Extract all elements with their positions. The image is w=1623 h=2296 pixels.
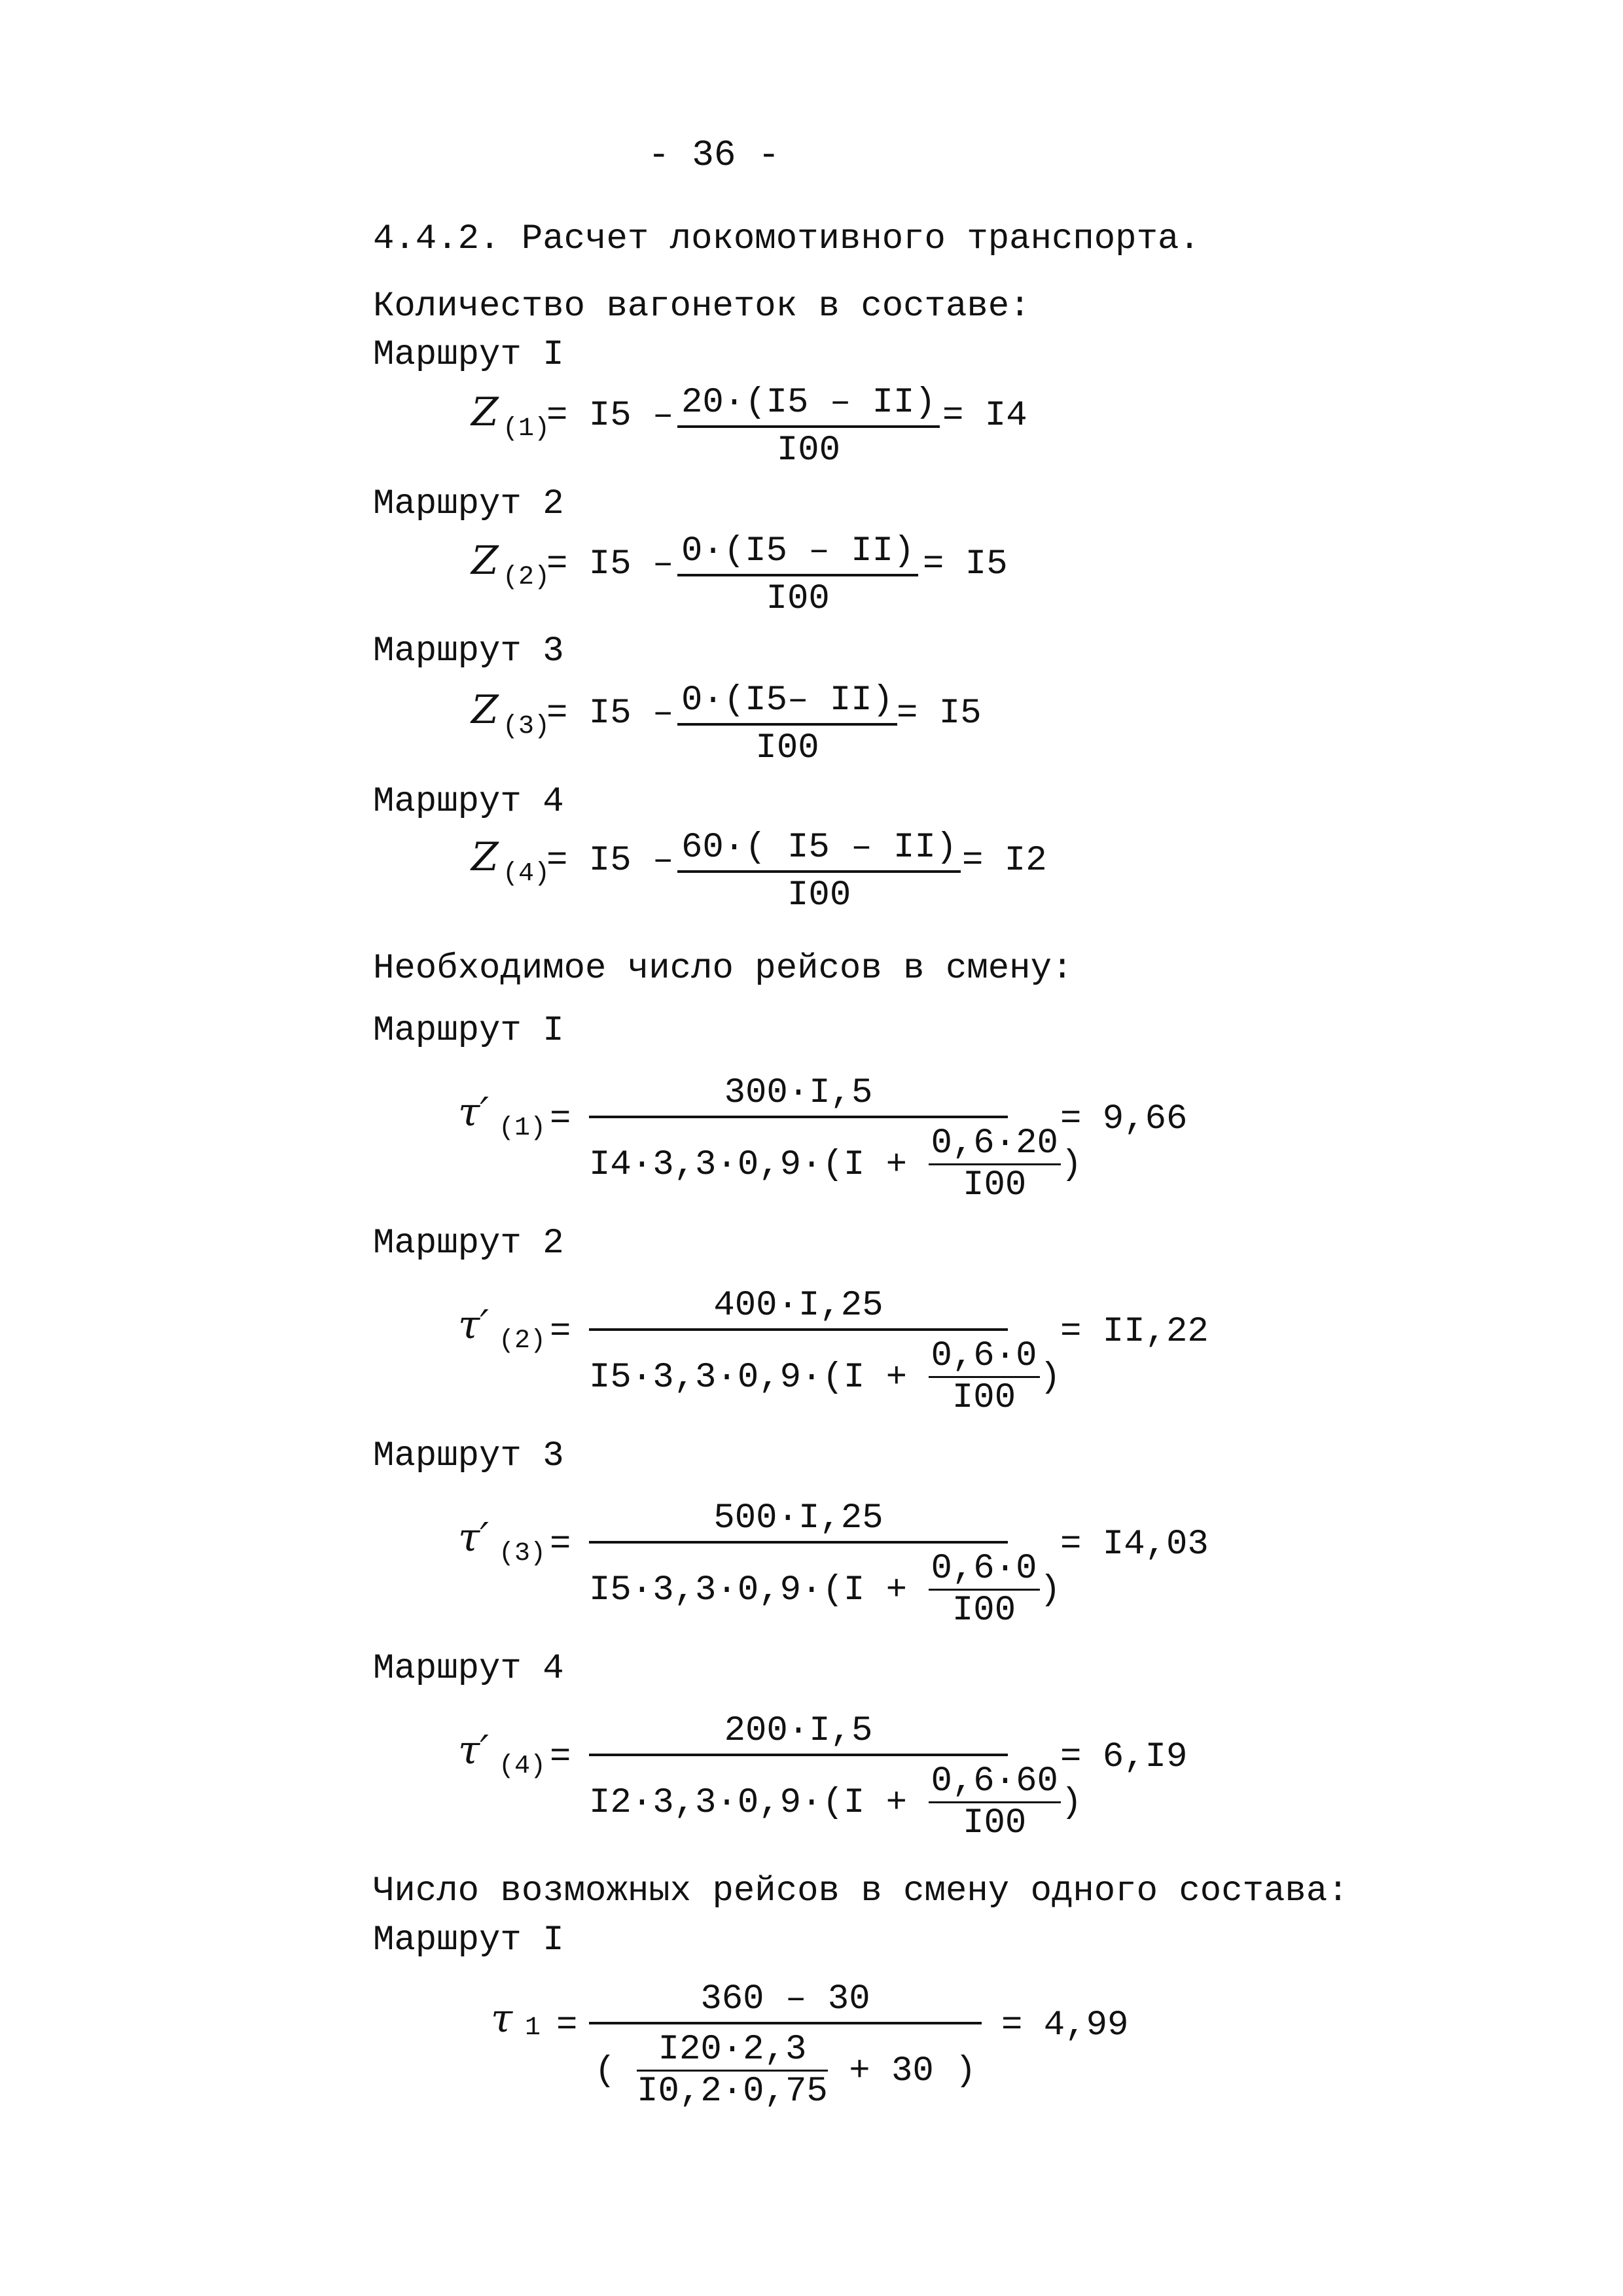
inner-denominator: I00 (952, 1378, 1016, 1418)
formula-result: = 6,I9 (1060, 1737, 1188, 1777)
formula-symbol: Z (471, 834, 499, 880)
route-label: Маршрут 3 (373, 1436, 564, 1476)
formula-subscript: (4) (503, 859, 550, 889)
fraction-numerator: 300·I,5 (724, 1073, 873, 1113)
denominator-lead: I5·3,3·0,9·(I + (589, 1357, 908, 1398)
formula-base: = I5 – (546, 694, 674, 733)
inner-denominator: I0,2·0,75 (637, 2072, 828, 2111)
inner-numerator: 0,6·0 (929, 1549, 1040, 1591)
route-label: Маршрут 3 (373, 631, 564, 671)
fraction-numerator: 20·(I5 – II) (681, 383, 936, 423)
wagons-heading: Количество вагонеток в составе: (373, 287, 1031, 327)
formula-equals: = (556, 2005, 578, 2045)
denominator-lead: I2·3,3·0,9·(I + (589, 1782, 908, 1823)
fraction-numerator: 60·( I5 – II) (681, 828, 957, 868)
formula-subscript: (1) (499, 1114, 546, 1143)
denominator-tail: + 30 ) (849, 2051, 976, 2091)
formula-result: = I2 (962, 841, 1047, 881)
formula-symbol: Z (471, 538, 499, 584)
formula-equals: = (550, 1737, 571, 1777)
section-heading: 4.4.2. Расчет локомотивного транспорта. (373, 219, 1200, 259)
denominator-lead: I4·3,3·0,9·(I + (589, 1144, 908, 1185)
formula-base: = I5 – (546, 841, 674, 881)
formula-fraction (677, 531, 918, 619)
inner-numerator: I20·2,3 (637, 2030, 828, 2072)
formula-result: = 9,66 (1060, 1099, 1188, 1139)
formula-result: = II,22 (1060, 1312, 1209, 1352)
fraction-denominator (589, 1756, 1082, 1843)
formula-fraction (589, 1979, 982, 2111)
inner-fraction (929, 1761, 1061, 1843)
route-label: Маршрут I (373, 335, 564, 375)
fraction-denominator: I00 (766, 579, 830, 619)
inner-denominator: I00 (963, 1165, 1027, 1205)
formula-fraction (677, 680, 897, 768)
page-number: - 36 - (648, 134, 780, 176)
formula-subscript: (3) (499, 1539, 546, 1568)
fraction-numerator: 0·(I5– II) (681, 680, 894, 720)
formula-equals: = (550, 1099, 571, 1139)
fraction-denominator: I00 (755, 728, 819, 768)
formula-subscript: (3) (503, 712, 550, 741)
fraction-denominator: I00 (776, 431, 841, 470)
fraction-denominator (589, 1544, 1061, 1631)
formula-symbol: τ′ (458, 1515, 489, 1561)
formula-fraction (677, 828, 961, 915)
fraction-numerator: 400·I,25 (713, 1286, 883, 1326)
formula-base: = I5 – (546, 544, 674, 584)
inner-fraction (637, 2030, 828, 2111)
inner-numerator: 0,6·20 (929, 1123, 1061, 1165)
formula-result: = I5 (923, 544, 1008, 584)
denominator-tail: ) (1039, 1357, 1061, 1398)
route-label: Маршрут 4 (373, 1649, 564, 1689)
inner-denominator: I00 (952, 1591, 1016, 1631)
inner-numerator: 0,6·60 (929, 1761, 1061, 1803)
denominator-tail: ) (1060, 1782, 1082, 1823)
trips-needed-heading: Необходимое число рейсов в смену: (373, 949, 1073, 989)
fraction-denominator (589, 1331, 1061, 1418)
formula-subscript: 1 (525, 2013, 541, 2043)
formula-base: = I5 – (546, 396, 674, 436)
denominator-lead: I5·3,3·0,9·(I + (589, 1570, 908, 1610)
formula-symbol: Z (471, 687, 499, 733)
formula-symbol: Z (471, 389, 499, 435)
formula-result: = I4,03 (1060, 1525, 1209, 1564)
route-label: Маршрут I (373, 1011, 564, 1051)
fraction-numerator: 360 – 30 (700, 1979, 870, 2019)
formula-symbol: τ (491, 1996, 513, 2041)
inner-fraction (929, 1549, 1040, 1631)
denominator-tail: ) (1039, 1570, 1061, 1610)
formula-subscript: (4) (499, 1752, 546, 1781)
fraction-numerator: 0·(I5 – II) (681, 531, 915, 571)
formula-subscript: (2) (503, 563, 550, 592)
fraction-numerator: 200·I,5 (724, 1711, 873, 1751)
inner-fraction (929, 1123, 1061, 1205)
denominator-lead: ( (594, 2051, 616, 2091)
fraction-numerator: 500·I,25 (713, 1498, 883, 1538)
formula-result: = 4,99 (1001, 2005, 1129, 2045)
inner-numerator: 0,6·0 (929, 1336, 1040, 1378)
route-label: Маршрут 4 (373, 782, 564, 822)
formula-symbol: τ′ (458, 1727, 489, 1773)
formula-equals: = (550, 1525, 571, 1564)
formula-fraction (589, 1498, 1061, 1631)
formula-result: = I5 (897, 694, 982, 733)
fraction-denominator (589, 1118, 1082, 1205)
formula-symbol: τ′ (458, 1302, 489, 1348)
formula-fraction (677, 383, 940, 470)
route-label: Маршрут 2 (373, 1224, 564, 1263)
denominator-tail: ) (1060, 1144, 1082, 1185)
formula-fraction (589, 1073, 1082, 1205)
fraction-denominator (589, 2024, 982, 2111)
formula-equals: = (550, 1312, 571, 1352)
route-label: Маршрут 2 (373, 484, 564, 524)
trips-possible-heading: Число возможных рейсов в смену одного состава: (373, 1871, 1349, 1911)
inner-fraction (929, 1336, 1040, 1418)
formula-fraction (589, 1711, 1082, 1843)
formula-fraction (589, 1286, 1061, 1418)
fraction-denominator: I00 (787, 875, 851, 915)
route-label: Маршрут I (373, 1920, 564, 1960)
inner-denominator: I00 (963, 1803, 1027, 1843)
formula-subscript: (1) (503, 414, 550, 444)
formula-symbol: τ′ (458, 1089, 489, 1135)
formula-subscript: (2) (499, 1326, 546, 1356)
formula-result: = I4 (942, 396, 1027, 436)
